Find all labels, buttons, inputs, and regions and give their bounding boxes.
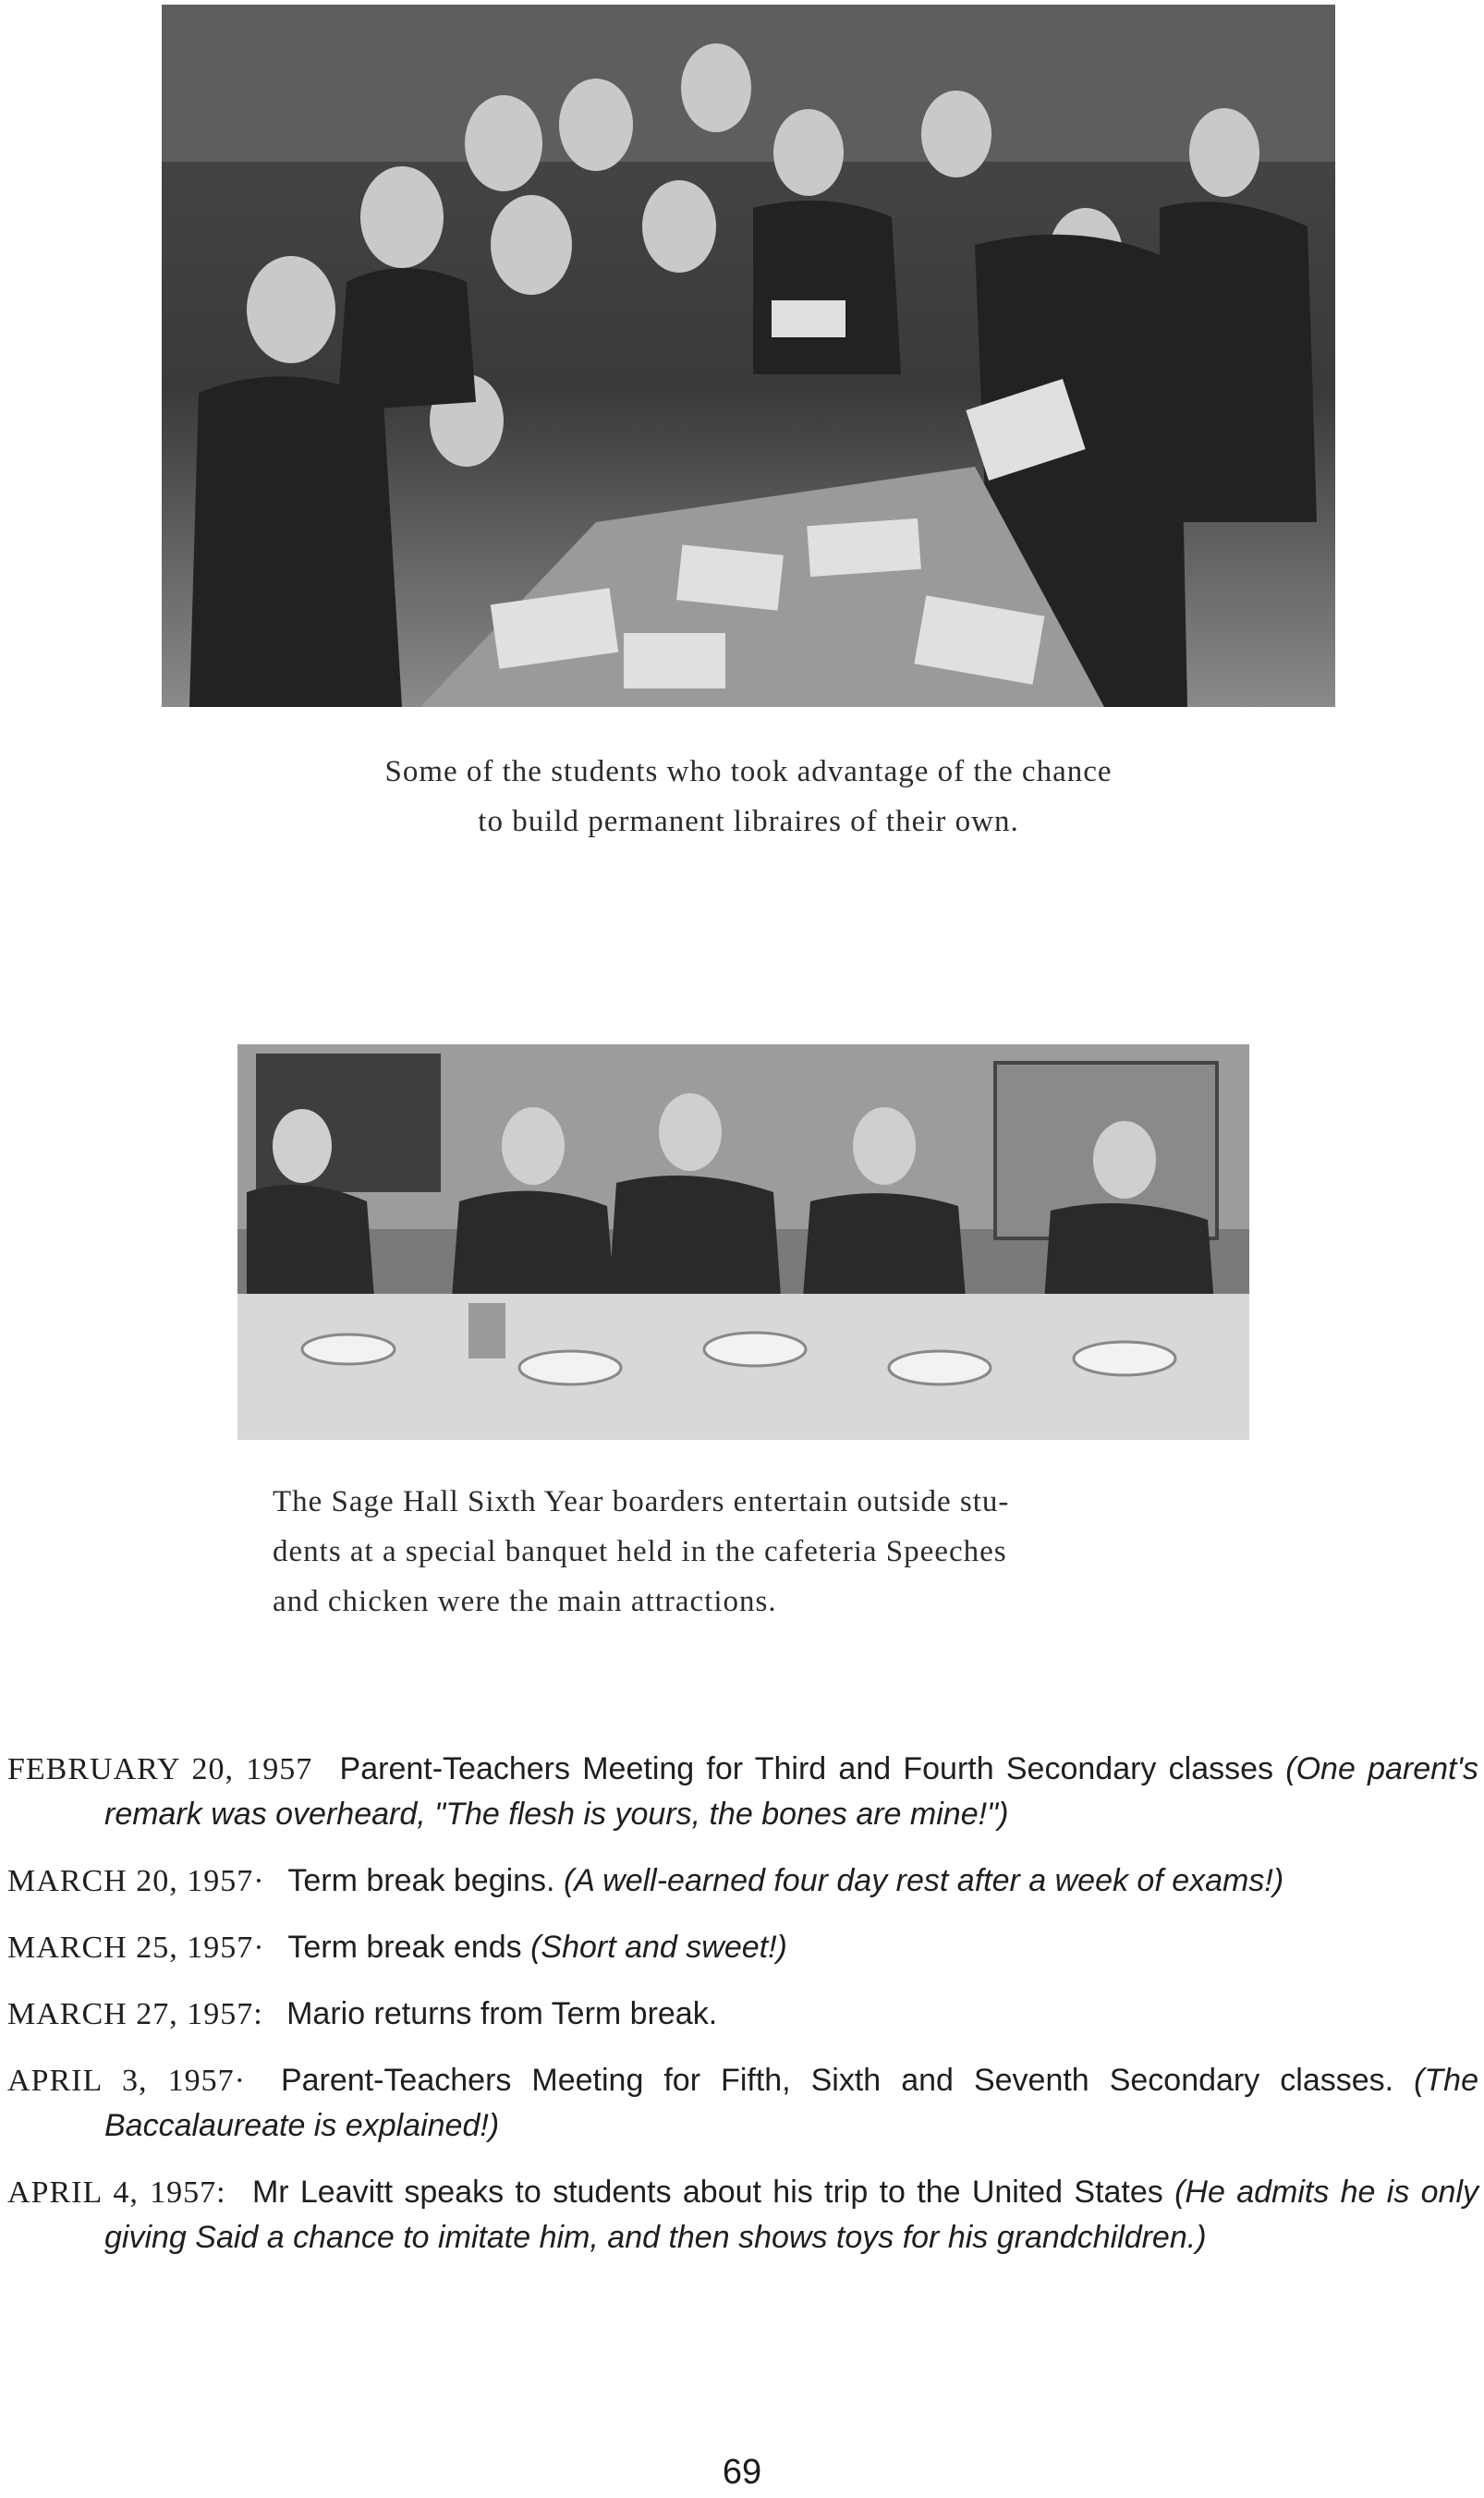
photo-students-building-libraries <box>162 5 1335 707</box>
caption-line: The Sage Hall Sixth Year boarders entertain outside stu- <box>273 1485 1010 1518</box>
entry-date: APRIL 3, 1957· <box>7 2064 246 2098</box>
entry-date: MARCH 25, 1957· <box>7 1931 265 1965</box>
entry-note: (He admits he is only giving Said a chance to imitate him, and then shows toys for his grandchildren.) <box>104 2175 1478 2255</box>
chronicle-entry <box>7 1858 1478 1904</box>
entry-date: MARCH 20, 1957· <box>7 1864 265 1898</box>
chronicle-entries <box>7 1747 1478 2282</box>
chronicle-entry <box>7 1992 1478 2037</box>
entry-note: (Short and sweet!) <box>530 1930 787 1965</box>
caption-line: and chicken were the main attractions. <box>273 1585 777 1618</box>
entry-note: (A well-earned four day rest after a week of exams!) <box>563 1863 1284 1898</box>
entry-text: Parent-Teachers Meeting for Fifth, Sixth and Seventh Secondary classes. <box>280 2063 1394 2098</box>
chronicle-entry <box>7 1747 1478 1837</box>
entry-date: APRIL 4, 1957: <box>7 2175 226 2210</box>
chronicle-entry <box>7 2170 1478 2260</box>
chronicle-entry <box>7 2058 1478 2149</box>
page-number: 69 <box>722 2453 762 2492</box>
entry-text: Mr Leavitt speaks to students about his trip to the United States <box>251 2175 1163 2210</box>
caption-line: dents at a special banquet held in the cafeteria Speeches <box>273 1535 1007 1568</box>
entry-date: MARCH 27, 1957: <box>7 1997 263 2031</box>
photo-caption <box>273 1477 1234 1627</box>
entry-note: (One parent's remark was overheard, "The flesh is yours, the bones are mine!") <box>104 1751 1478 1832</box>
entry-date: FEBRUARY 20, 1957 <box>7 1752 313 1786</box>
chronicle-entry <box>7 1925 1478 1970</box>
photo-caption <box>240 747 1257 847</box>
entry-note: (The Baccalaureate is explained!) <box>104 2063 1479 2143</box>
entry-text: Term break ends <box>287 1930 522 1965</box>
photo-sage-hall-banquet <box>237 1044 1249 1440</box>
entry-text: Parent-Teachers Meeting for Third and Fourth Secondary classes <box>339 1751 1274 1786</box>
entry-text: Term break begins. <box>287 1863 555 1898</box>
entry-text: Mario returns from Term break. <box>286 1996 718 2031</box>
caption-line: to build permanent libraires of their own. <box>478 805 1019 838</box>
caption-line: Some of the students who took advantage of the chance <box>384 755 1113 788</box>
